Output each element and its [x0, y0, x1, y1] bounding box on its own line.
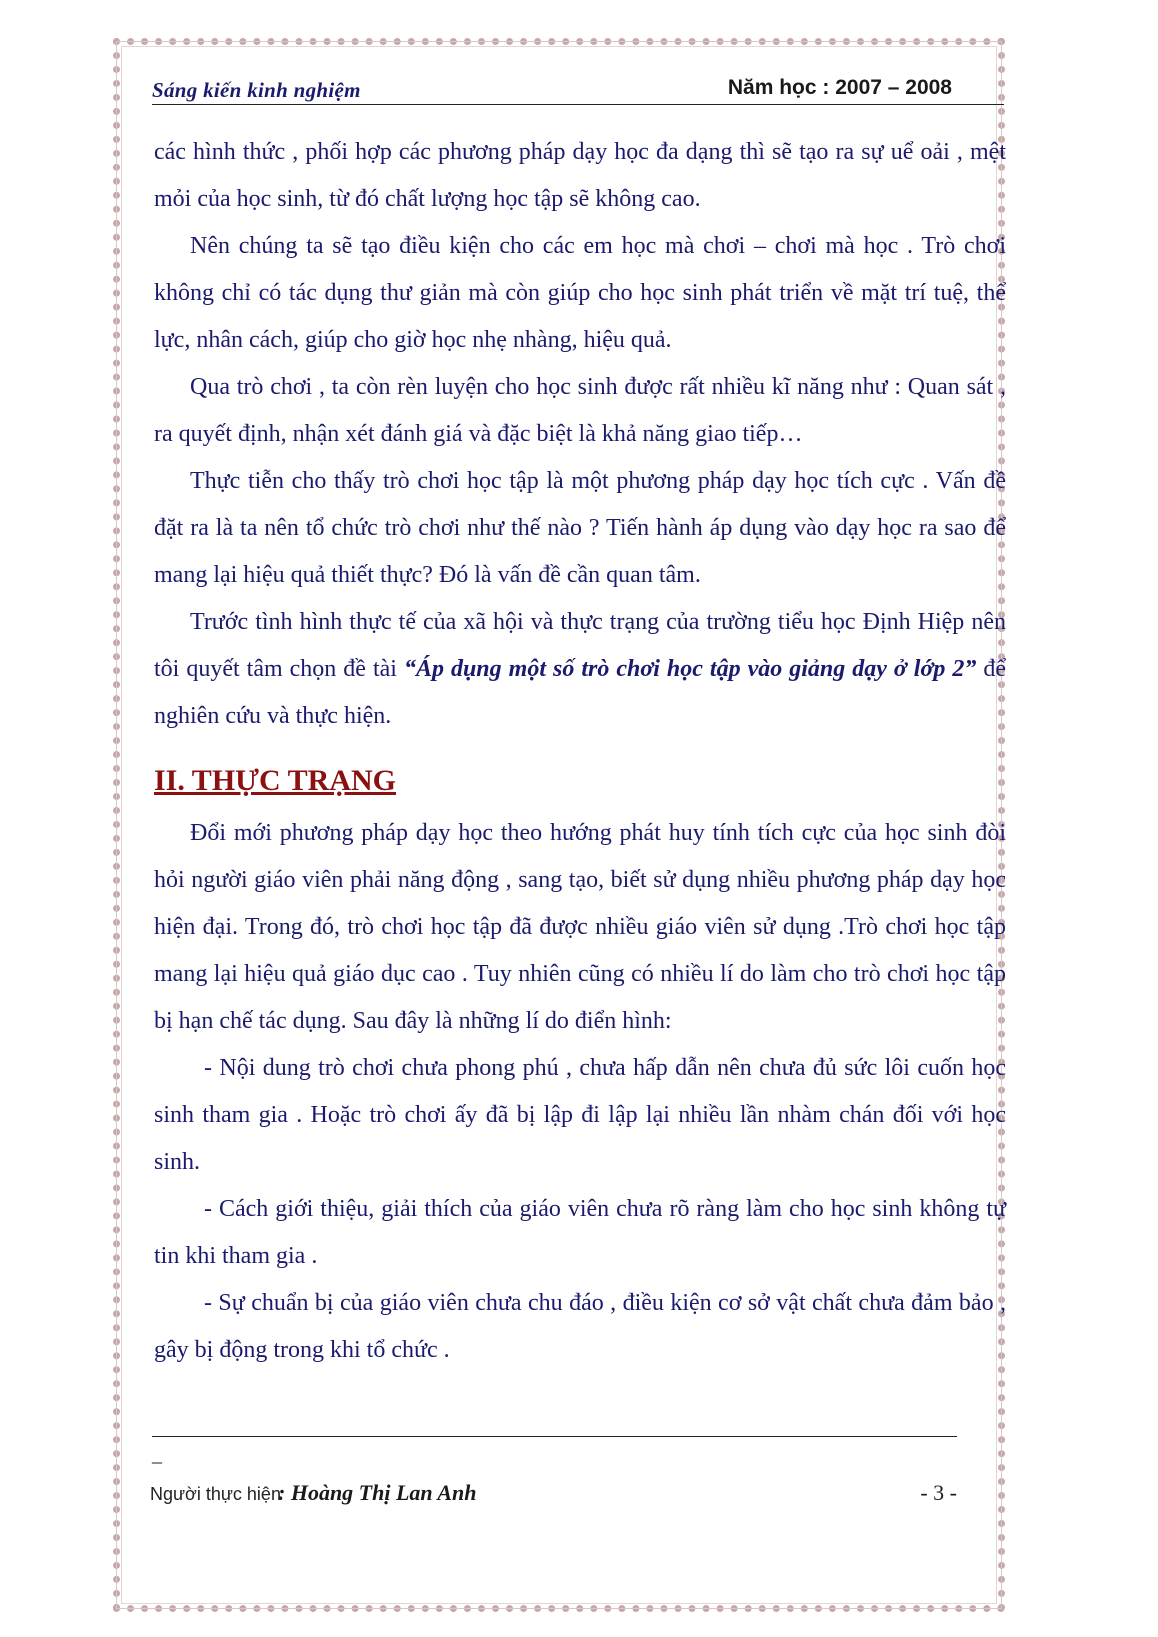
page-number: - 3 -	[920, 1480, 957, 1505]
reason-item: - Cách giới thiệu, giải thích của giáo viên chưa rõ ràng làm cho học sinh không tự tin khi tham gia .	[154, 1196, 1006, 1269]
reason-item: - Nội dung trò chơi chưa phong phú , chưa hấp dẫn nên chưa đủ sức lôi cuốn học sinh tham gia . Hoặc trò chơi ấy đã bị lập đi lập lại nhiều lần nhàm chán đối với học sinh.	[154, 1055, 1006, 1175]
section-body	[154, 810, 1006, 1374]
footer-label: Người thực hiện	[150, 1484, 281, 1504]
author-name: : Hoàng Thị Lan Anh	[278, 1480, 477, 1505]
topic-before: Trước tình hình thực tế của xã hội và thực trạng của trường tiểu học Định Hiệp nên tôi quyết tâm chọn đề tài	[154, 609, 1006, 682]
topic-paragraph	[154, 599, 1006, 740]
paragraph: Thực tiễn cho thấy trò chơi học tập là một phương pháp dạy học tích cực . Vấn đề đặt ra là ta nên tổ chức trò chơi như thế nào ? Tiến hành áp dụng vào dạy học ra sao để mang lại hiệu quả thiết thực? Đó là vấn đề cần quan tâm.	[154, 468, 1006, 588]
footer-dash: _	[152, 1444, 162, 1466]
page-footer	[150, 1480, 1005, 1510]
paragraph: Qua trò chơi , ta còn rèn luyện cho học sinh được rất nhiều kĩ năng như : Quan sát , ra quyết định, nhận xét đánh giá và đặc biệt là khả năng giao tiếp…	[154, 374, 1006, 447]
intro-body	[154, 129, 1006, 740]
header-school-year: Năm học : 2007 – 2008	[727, 76, 952, 99]
page-header	[152, 72, 1004, 105]
paragraph: Nên chúng ta sẽ tạo điều kiện cho các em học mà chơi – chơi mà học . Trò chơi không chỉ có tác dụng thư giản mà còn giúp cho học sinh phát triển về mặt trí tuệ, thể lực, nhân cách, giúp cho giờ học nhẹ nhàng, hiệu quả.	[154, 233, 1006, 353]
section-heading: II. THỰC TRẠNG	[154, 764, 396, 797]
paragraph: Đổi mới phương pháp dạy học theo hướng phát huy tính tích cực của học sinh đòi hỏi người giáo viên phải năng động , sang tạo, biết sử dụng nhiều phương pháp dạy học hiện đại. Trong đó, trò chơi học tập đã được nhiều giáo viên sử dụng .Trò chơi học tập mang lại hiệu quả giáo dục cao . Tuy nhiên cũng có nhiều lí do làm cho trò chơi học tập bị hạn chế tác dụng. Sau đây là những lí do điển hình:	[154, 820, 1006, 1034]
topic-after: để nghiên cứu và thực hiện.	[154, 656, 1006, 729]
paragraph: các hình thức , phối hợp các phương pháp dạy học đa dạng thì sẽ tạo ra sự uể oải , mệt mỏi của học sinh, từ đó chất lượng học tập sẽ không cao.	[154, 139, 1006, 212]
footer-divider	[152, 1436, 957, 1437]
header-title: Sáng kiến kinh nghiệm	[152, 78, 361, 102]
reason-item: - Sự chuẩn bị của giáo viên chưa chu đáo , điều kiện cơ sở vật chất chưa đảm bảo , gây bị động trong khi tổ chức .	[154, 1290, 1006, 1363]
topic-title: “Áp dụng một số trò chơi học tập vào giảng dạy ở lớp 2”	[403, 656, 977, 682]
